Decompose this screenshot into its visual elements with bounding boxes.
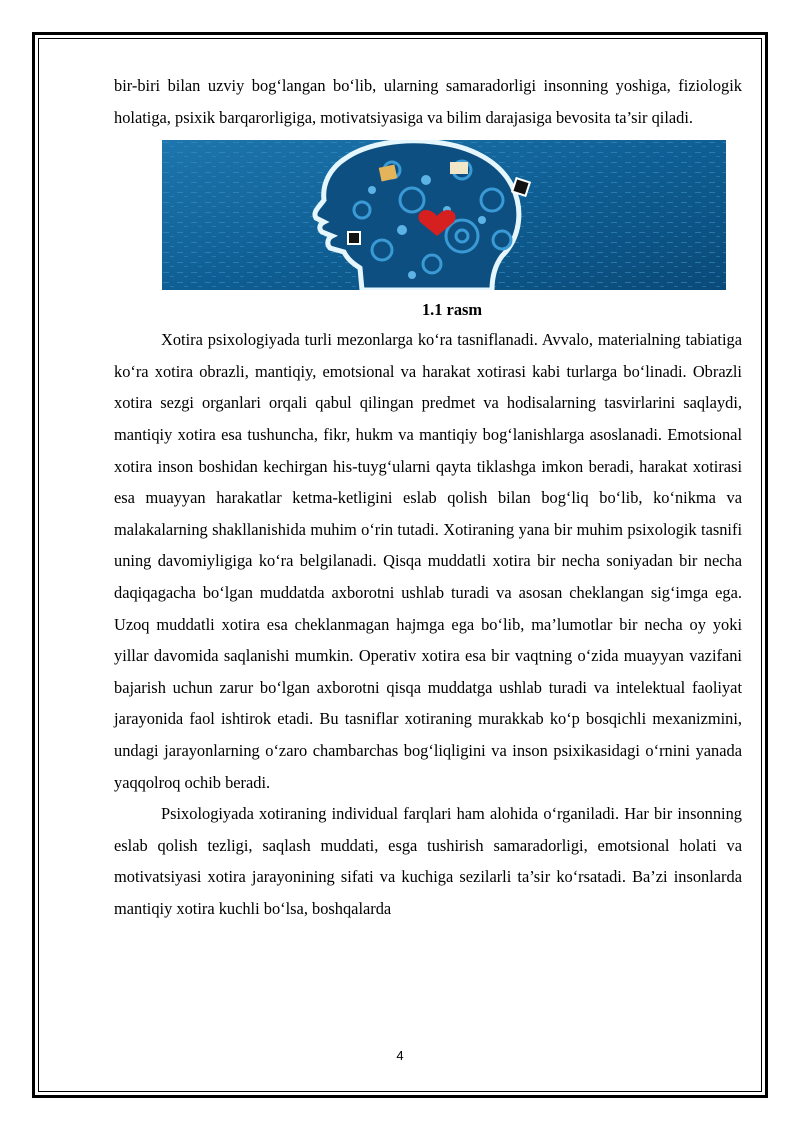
intro-paragraph: bir-biri bilan uzviy bog‘langan bo‘lib, ularning samaradorligi insonning yoshiga, fiziologik holatiga, psixik barqarorligiga, motivatsiyasiga va bilim darajasiga bevosita ta’sir qiladi. xyxy=(114,76,742,127)
page-number: 4 xyxy=(396,1048,404,1063)
figure-caption: 1.1 rasm xyxy=(421,300,483,320)
figure-head-gears-image xyxy=(162,140,726,290)
classification-paragraph: Xotira psixologiyada turli mezonlarga ko‘ra tasniflanadi. Avvalo, materialning tabiatiga ko‘ra xotira obrazli, mantiqiy, emotsional va harakat xotirasi kabi turlarga bo‘linadi. Obrazli xotira sezgi organlari orqali qabul qilingan predmet va hodisalarning tasvirlarini saqlaydi, mantiqiy xotira esa tushuncha, fikr, hukm va mantiqiy bog‘lanishlarga asoslanadi. Emotsional xotira inson boshidan kechirgan his-tuyg‘ularni qayta tiklashga imkon beradi, harakat xotirasi esa muayyan harakatlar ketma-ketligini eslab qolish bilan bog‘liq bo‘lib, ko‘nikma va malakalarning shakllanishida muhim o‘rin tutadi. Xotiraning yana bir muhim psixologik tasnifi uning davomiyligiga ko‘ra belgilanadi. Qisqa muddatli xotira bir necha soniyadan bir necha daqiqagacha bo‘lgan muddatda axborotni ushlab turadi va asosan cheklangan sig‘imga ega. Uzoq muddatli xotira esa cheklanmagan hajmga ega bo‘lib, ma’lumotlar bir necha oy yoki yillar davomida saqlanishi mumkin. Operativ xotira esa bir vaqtning o‘zida muayyan vazifani bajarish uchun zarur bo‘lgan axborotni qisqa muddatga ushlab turadi va intelektual faoliyat jarayonida faol ishtirok etadi. Bu tasniflar xotiraning murakkab ko‘p bosqichli mexanizmini, undagi jarayonlarning o‘zaro chambarchas bog‘liqligini va inson psixikasidagi o‘rnini yanada yaqqolroq ochib beradi. xyxy=(114,330,742,792)
document-body xyxy=(114,70,742,924)
individual-differences-paragraph: Psixologiyada xotiraning individual farqlari ham alohida o‘rganiladi. Har bir insonning eslab qolish tezligi, saqlash muddati, esga tushirish samaradorligi, emotsional holati va motivatsiyasi xotira jarayonining sifati va kuchiga sezilarli ta’sir ko‘rsatadi. Ba’zi insonlarda mantiqiy xotira kuchli bo‘lsa, boshqalarda xyxy=(114,804,742,918)
